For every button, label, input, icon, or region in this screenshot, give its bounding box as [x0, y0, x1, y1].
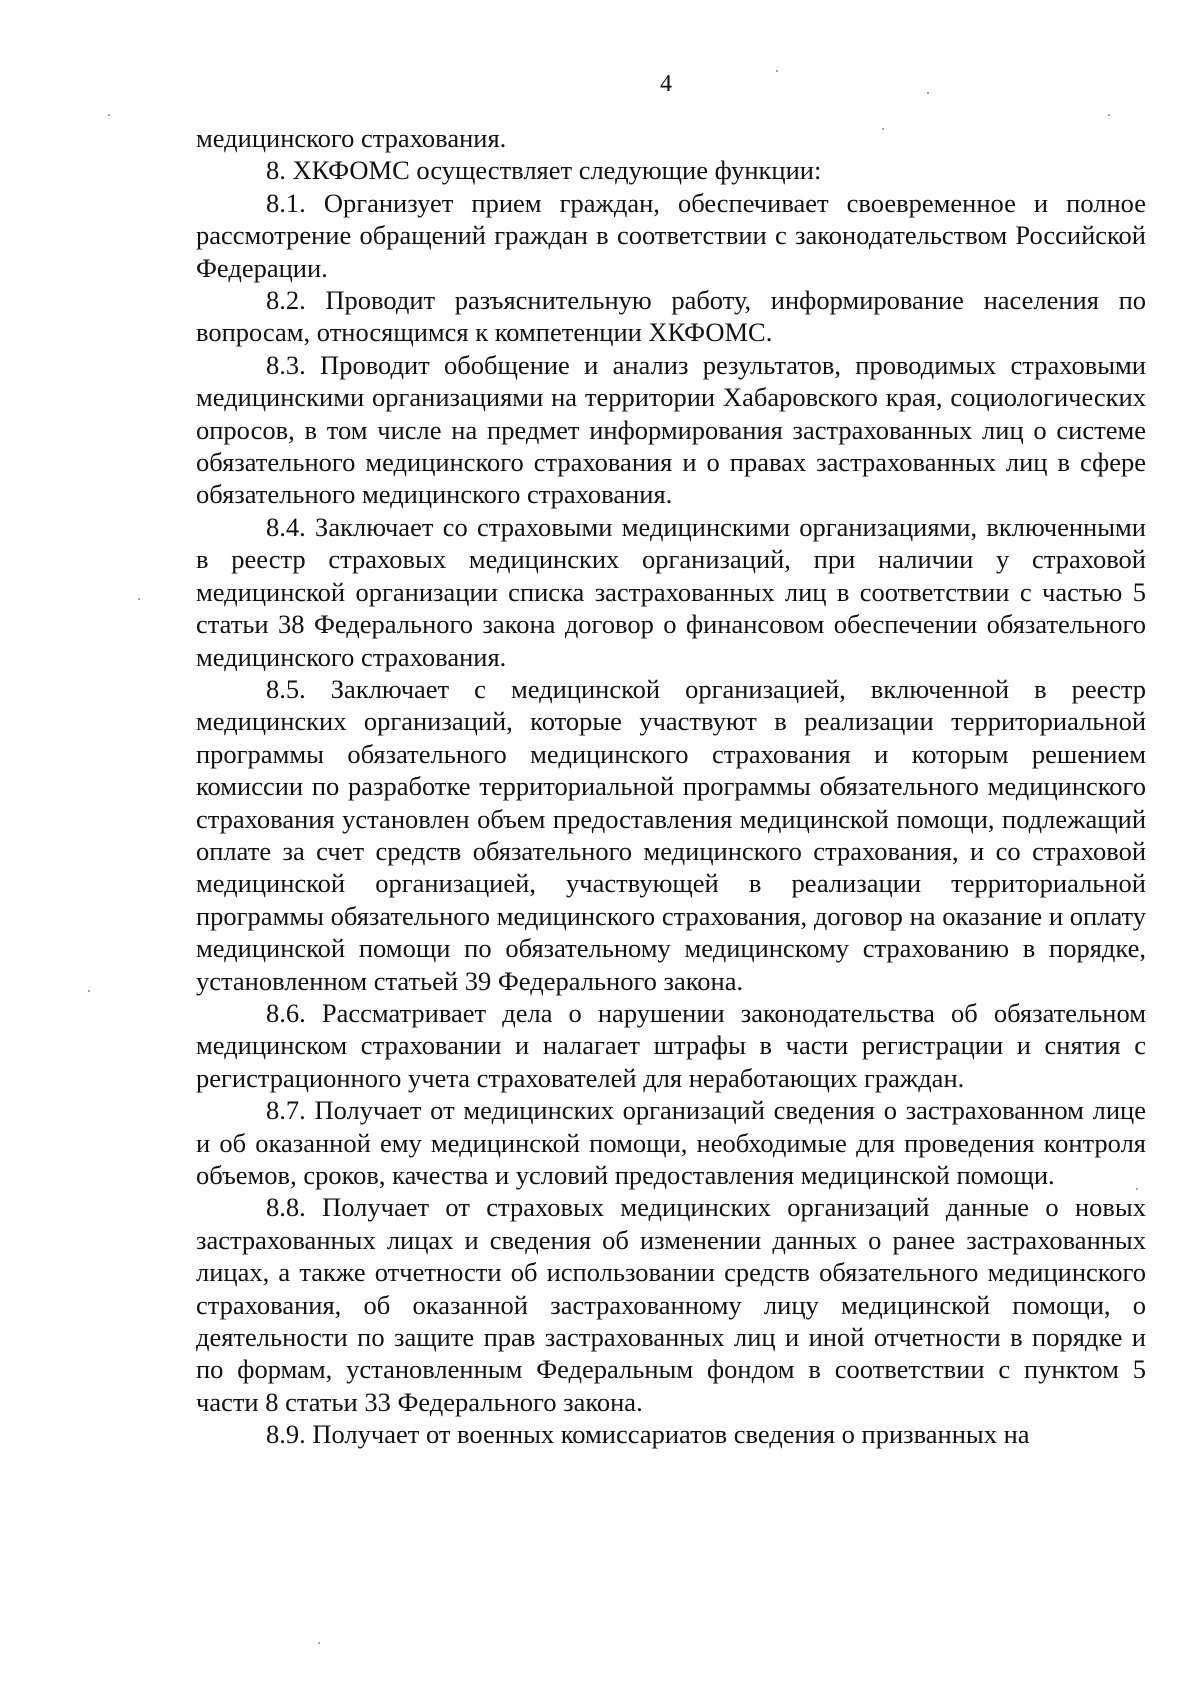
scan-speck: [88, 990, 90, 992]
scan-speck: [1108, 114, 1110, 116]
paragraph-8-9: 8.9. Получает от военных комиссариатов сведения о призванных на: [266, 1419, 1030, 1450]
scan-speck: [776, 70, 778, 72]
page-number: 4: [660, 71, 672, 97]
paragraph-8-1: 8.1. Организует прием граждан, обеспечивает своевременное и полное рассмотрение обращений граждан в соответствии с законодательством Российской Федерации.: [196, 187, 1146, 283]
paragraph-8-8: 8.8. Получает от страховых медицинских организаций данные о новых застрахованных лицах и сведения об изменении данных о ранее застрахованных лицах, а также отчетности об использовании средств обязательного медицинского страхования, об оказанной застрахованному лицу медицинской помощи, о деятельности по защите прав застрахованных лиц и иной отчетности в порядке и по формам, установленным Федеральным фондом в соответствии с пунктом 5 части 8 статьи 33 Федерального закона.: [196, 1192, 1146, 1417]
paragraph-8-6: 8.6. Рассматривает дела о нарушении законодательства об обязательном медицинском страховании и налагает штрафы в части регистрации и снятия с регистрационного учета страхователей для неработающих граждан.: [196, 997, 1146, 1093]
paragraph-8-3: 8.3. Проводит обобщение и анализ результатов, проводимых страховыми медицинскими организациями на территории Хабаровского края, социологических опросов, в том числе на предмет информирования застрахованных лиц о системе обязательного медицинского страхования и о правах застрахованных лиц в сфере обязательного медицинского страхования.: [196, 349, 1146, 510]
document-body: [196, 122, 1146, 1451]
paragraph-8-5: 8.5. Заключает с медицинской организацией, включенной в реестр медицинских организаций, которые участвуют в реализации территориальной программы обязательного медицинского страхования и которым решением комиссии по разработке территориальной программы обязательного медицинского страхования установлен объем предоставления медицинской помощи, подлежащий оплате за счет средств обязательного медицинского страхования, и со страховой медицинской организацией, участвующей в реализации территориальной программы обязательного медицинского страхования, договор на оказание и оплату медицинской помощи по обязательному медицинскому страхованию в порядке, установленном статьей 39 Федерального закона.: [196, 673, 1146, 996]
scan-speck: [927, 92, 929, 94]
scan-speck: [882, 128, 884, 130]
scan-speck: [1136, 1188, 1138, 1190]
scan-speck: [318, 1642, 320, 1644]
scan-speck: [138, 598, 140, 600]
paragraph-8-7: 8.7. Получает от медицинских организаций сведения о застрахованном лице и об оказанной ему медицинской помощи, необходимые для проведения контроля объемов, сроков, качества и условий предоставления медицинской помощи.: [196, 1095, 1146, 1190]
scan-speck: [108, 114, 110, 116]
paragraph-section-8: 8. ХКФОМС осуществляет следующие функции:: [266, 155, 822, 186]
paragraph-continuation: медицинского страхования.: [196, 123, 507, 153]
paragraph-8-4: 8.4. Заключает со страховыми медицинскими организациями, включенными в реестр страховых медицинских организаций, при наличии у страховой медицинской организации списка застрахованных лиц в соответствии с частью 5 статьи 38 Федерального закона договор о финансовом обеспечении обязательного медицинского страхования.: [196, 511, 1146, 672]
paragraph-8-2: 8.2. Проводит разъяснительную работу, информирование населения по вопросам, относящимся к компетенции ХКФОМС.: [196, 285, 1146, 348]
